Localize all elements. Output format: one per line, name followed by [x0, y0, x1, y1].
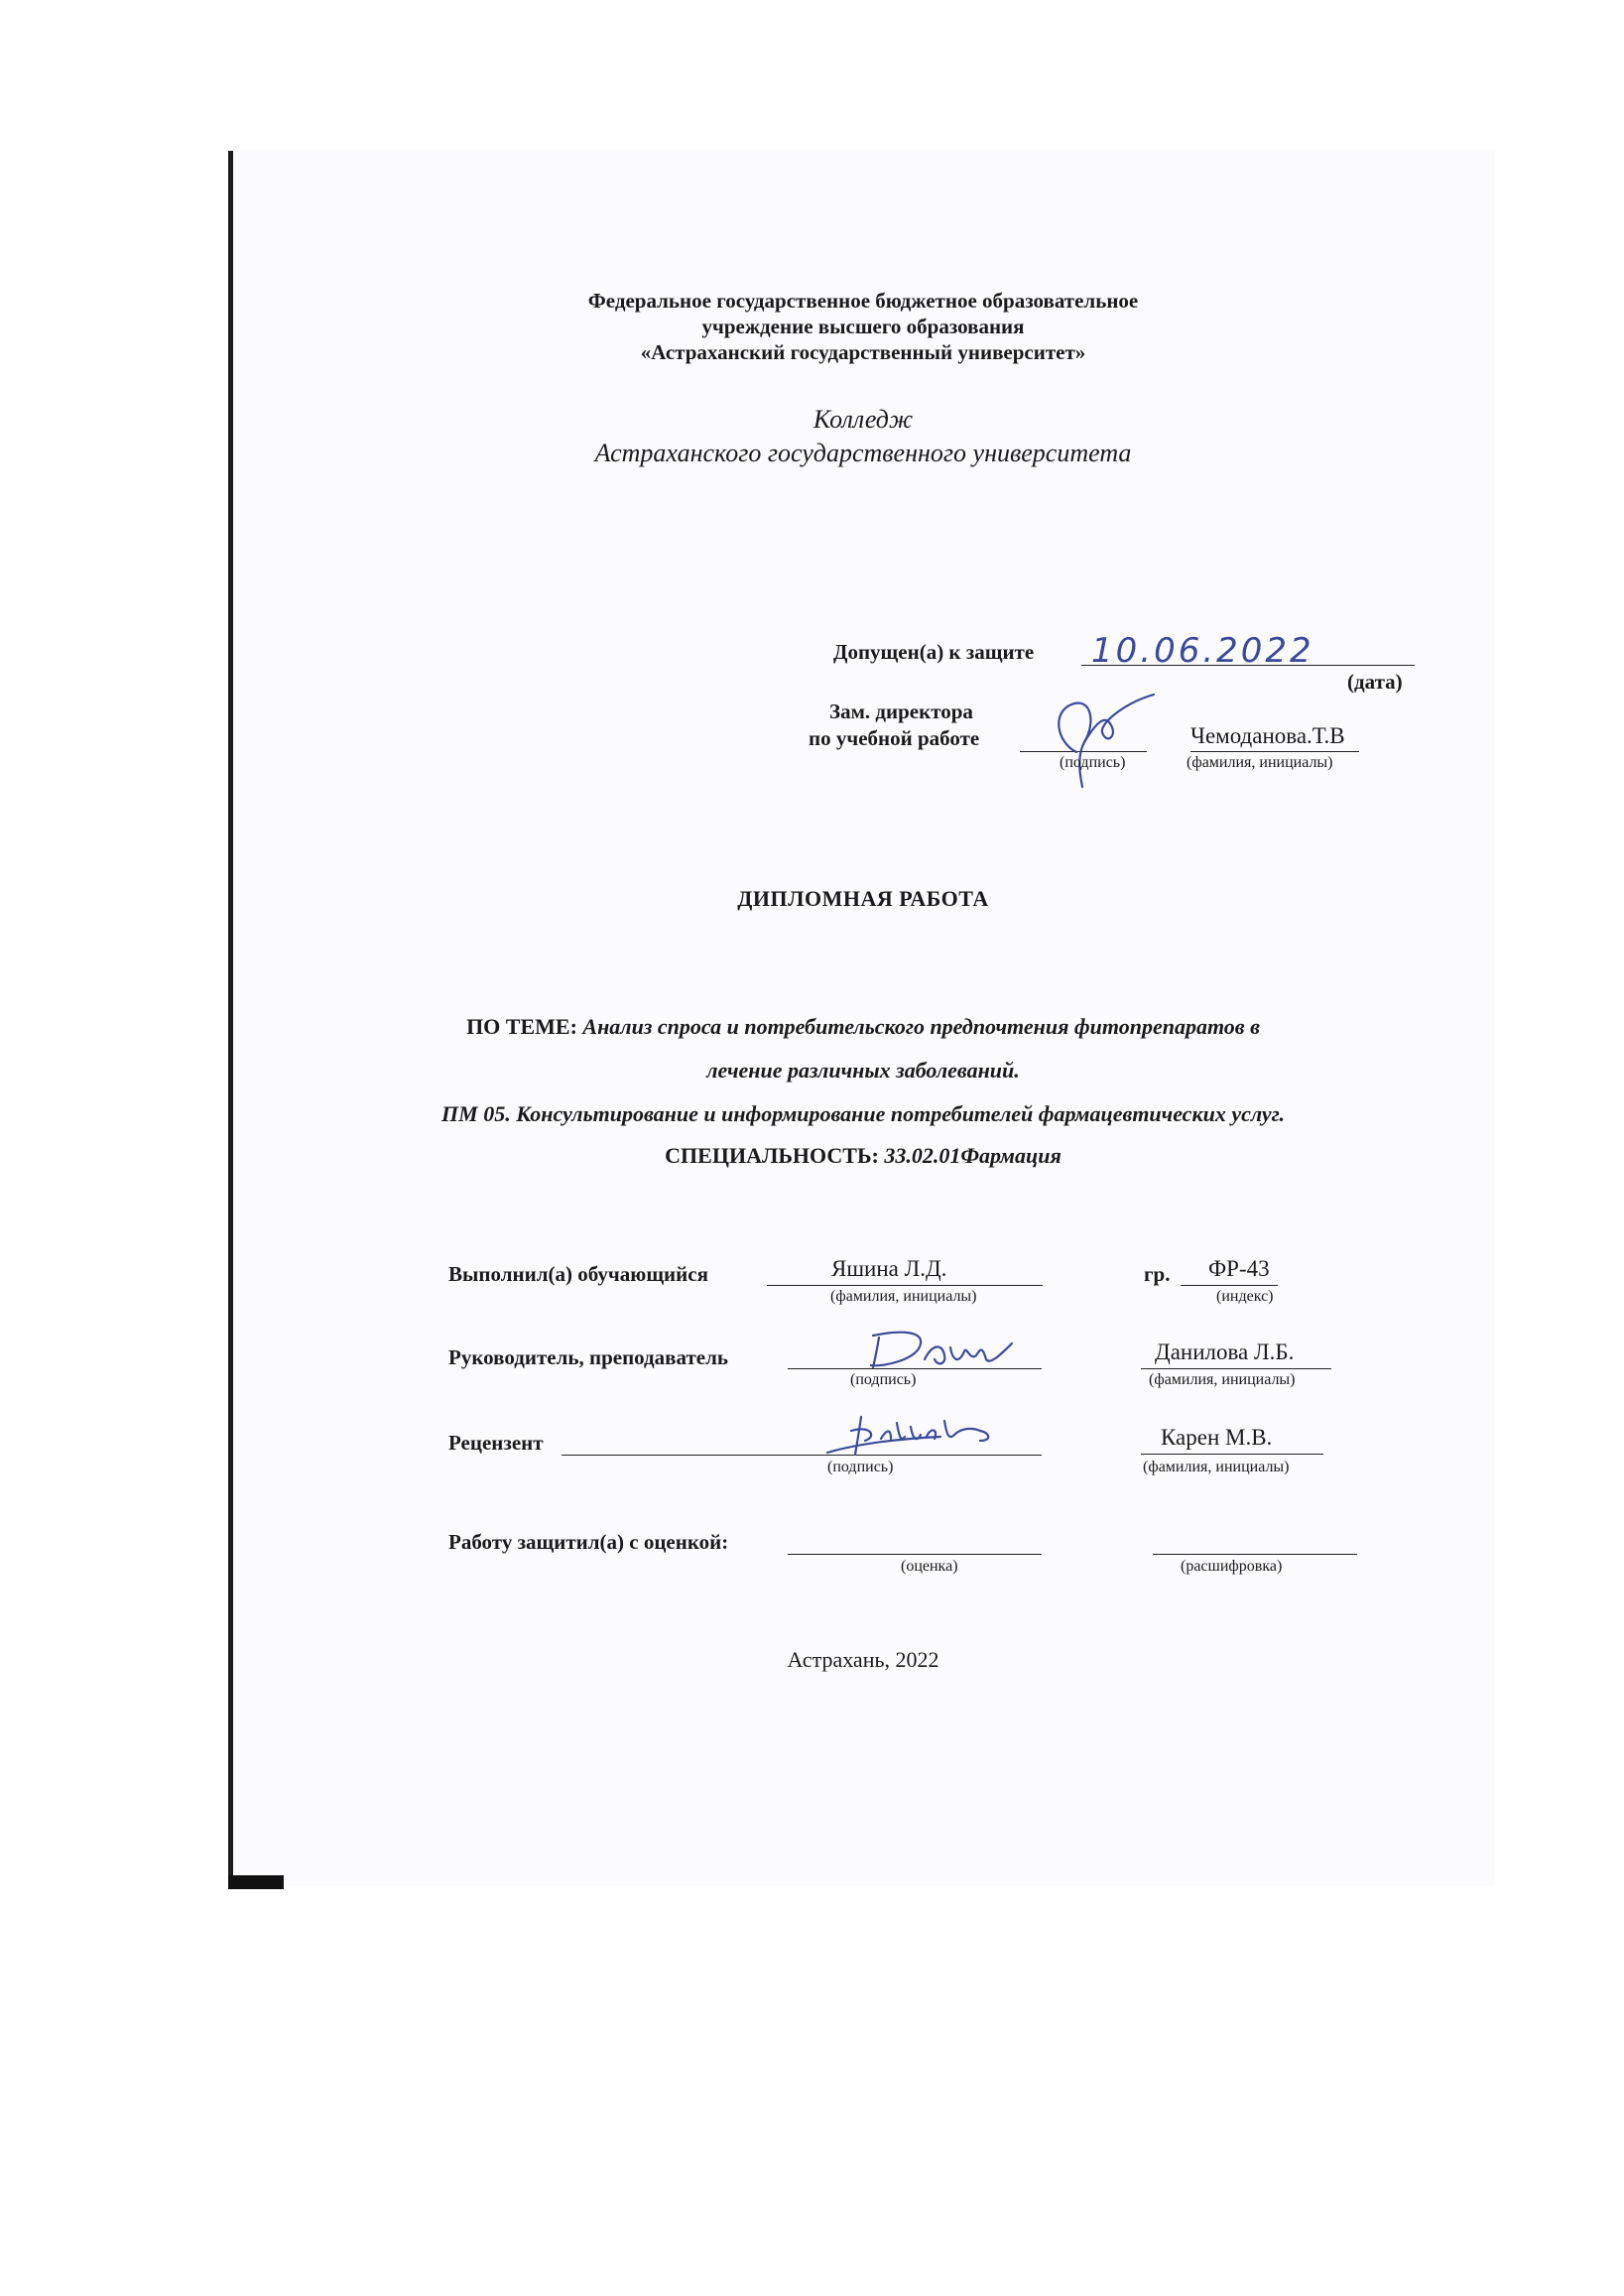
supervisor-signature: [863, 1326, 1022, 1375]
supervisor-signature-caption: (подпись): [850, 1371, 917, 1388]
grade-decode-line: [1153, 1554, 1357, 1555]
reviewer-name: Карен М.В.: [1161, 1425, 1273, 1450]
college-line-1: Колледж: [812, 405, 914, 434]
deputy-name: Чемоданова.Т.В: [1190, 723, 1345, 748]
reviewer-name-caption: (фамилия, инициалы): [1143, 1459, 1290, 1475]
deputy-label-2: по учебной работе: [809, 726, 980, 750]
admitted-date-handwritten: 10.06.2022: [1091, 631, 1314, 671]
specialty-line: [228, 1143, 1498, 1169]
header-line-1: Федеральное государственное бюджетное образовательное: [587, 289, 1139, 313]
reviewer-signature: [821, 1407, 1040, 1461]
header-line-3: «Астраханский государственный университет»: [640, 340, 1086, 364]
grade-label: Работу защитил(а) с оценкой:: [448, 1530, 729, 1554]
topic-label: ПО ТЕМЕ:: [466, 1014, 577, 1039]
student-label: Выполнил(а) обучающийся: [448, 1262, 708, 1286]
deputy-name-caption: (фамилия, инициалы): [1187, 754, 1333, 771]
document-title: ДИПЛОМНАЯ РАБОТА: [737, 886, 989, 911]
group-caption: (индекс): [1216, 1288, 1274, 1305]
reviewer-name-line: [1141, 1454, 1323, 1455]
module-line: ПМ 05. Консультирование и информирование потребителей фармацевтических услуг.: [441, 1101, 1285, 1126]
grade-decode-caption: (расшифровка): [1181, 1558, 1283, 1575]
group-line: [1181, 1285, 1278, 1286]
supervisor-name: Данилова Л.Б.: [1155, 1339, 1295, 1364]
student-name-line: [767, 1285, 1043, 1286]
topic-text-1: Анализ спроса и потребительского предпочтения фитопрепаратов в: [582, 1014, 1260, 1039]
date-caption: (дата): [1347, 670, 1403, 694]
topic-line-2: лечение различных заболеваний.: [706, 1058, 1020, 1083]
deputy-signature-caption: (подпись): [1060, 754, 1126, 771]
supervisor-name-caption: (фамилия, инициалы): [1149, 1371, 1296, 1388]
specialty-label: СПЕЦИАЛЬНОСТЬ:: [665, 1143, 879, 1168]
header-line-2: учреждение высшего образования: [701, 315, 1025, 338]
reviewer-signature-caption: (подпись): [827, 1459, 894, 1475]
group-value: ФР-43: [1208, 1256, 1270, 1281]
deputy-label-1: Зам. директора: [829, 700, 973, 723]
grade-caption: (оценка): [901, 1558, 958, 1575]
admitted-label: Допущен(а) к защите: [833, 640, 1035, 664]
supervisor-label: Руководитель, преподаватель: [448, 1345, 729, 1369]
reviewer-label: Рецензент: [448, 1431, 544, 1455]
college-line-2: Астраханского государственного университета: [594, 439, 1132, 467]
student-name: Яшина Л.Д.: [831, 1256, 947, 1281]
scan-corner-mark: [228, 1875, 284, 1889]
topic-line-1: [228, 1014, 1498, 1040]
group-label: гр.: [1144, 1262, 1171, 1286]
supervisor-name-line: [1141, 1368, 1331, 1369]
grade-line: [788, 1554, 1042, 1555]
student-name-caption: (фамилия, инициалы): [830, 1288, 977, 1305]
deputy-signature: [1037, 683, 1166, 792]
deputy-name-line: [1190, 751, 1359, 752]
specialty-value: 33.02.01Фармация: [884, 1143, 1062, 1168]
city-year: Астрахань, 2022: [787, 1647, 939, 1672]
